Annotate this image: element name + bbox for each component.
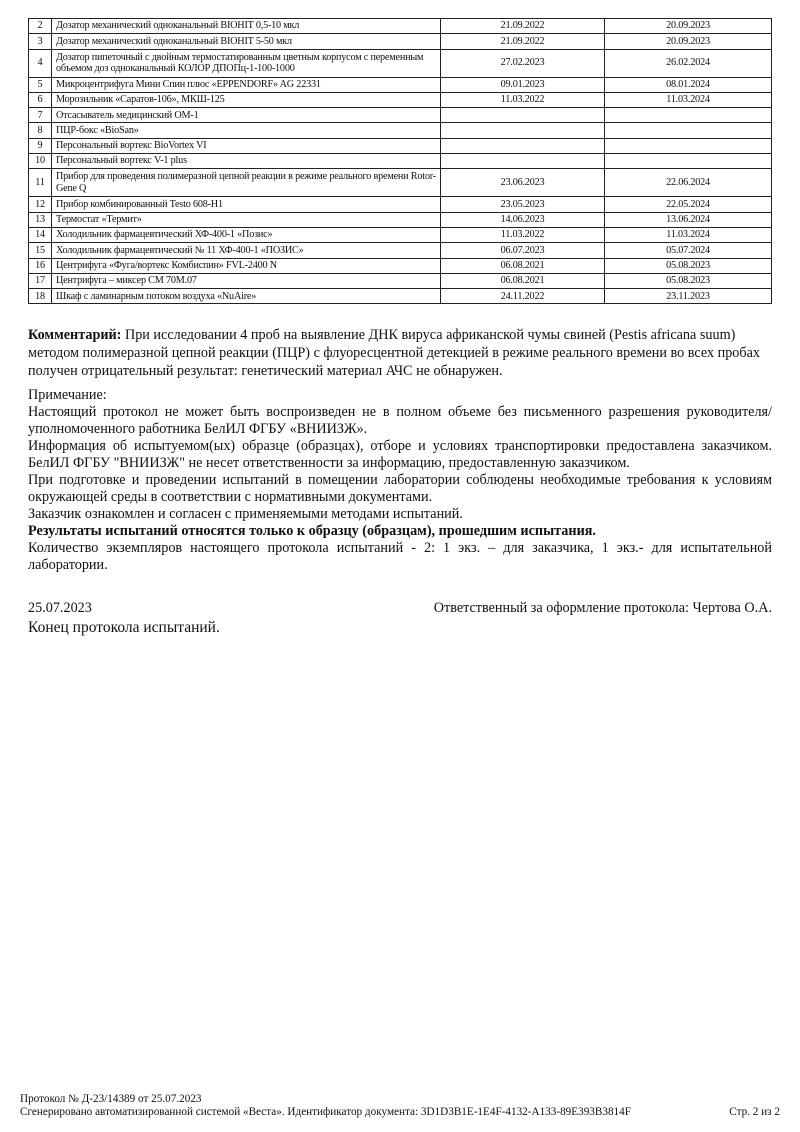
verification-date: 06.08.2021 [441, 258, 605, 273]
row-number: 9 [29, 138, 52, 153]
signature-date: 25.07.2023 [28, 600, 92, 616]
table-row [29, 289, 772, 304]
row-number: 13 [29, 212, 52, 227]
valid-until-date: 22.05.2024 [605, 197, 772, 212]
equipment-name: Дозатор механический одноканальный BIOHIT 5-50 мкл [52, 34, 441, 49]
verification-date: 24.11.2022 [441, 289, 605, 304]
valid-until-date [605, 108, 772, 123]
verification-date [441, 138, 605, 153]
row-number: 7 [29, 108, 52, 123]
verification-date: 27.02.2023 [441, 49, 605, 77]
equipment-name: Персональный вортекс V-1 plus [52, 154, 441, 169]
table-row [29, 49, 772, 77]
table-row [29, 154, 772, 169]
verification-date: 23.06.2023 [441, 169, 605, 197]
table-row [29, 92, 772, 107]
row-number: 16 [29, 258, 52, 273]
footer-page-number: Стр. 2 из 2 [729, 1106, 780, 1118]
valid-until-date [605, 138, 772, 153]
table-row [29, 227, 772, 242]
table-row [29, 108, 772, 123]
row-number: 14 [29, 227, 52, 242]
valid-until-date: 08.01.2024 [605, 77, 772, 92]
equipment-name: Шкаф с ламинарным потоком воздуха «NuAire» [52, 289, 441, 304]
end-of-protocol: Конец протокола испытаний. [28, 619, 220, 636]
row-number: 6 [29, 92, 52, 107]
row-number: 3 [29, 34, 52, 49]
verification-date: 11.03.2022 [441, 92, 605, 107]
row-number: 8 [29, 123, 52, 138]
note-line: Настоящий протокол не может быть воспроизведен не в полном объеме без письменного разрешения руководителя/уполномоченного работника БелИЛ ФГБУ «ВНИИЗЖ». [28, 404, 772, 437]
row-number: 10 [29, 154, 52, 169]
verification-date [441, 108, 605, 123]
verification-date: 21.09.2022 [441, 34, 605, 49]
table-row [29, 243, 772, 258]
equipment-name: Отсасыватель медицинский ОМ-1 [52, 108, 441, 123]
valid-until-date: 20.09.2023 [605, 19, 772, 34]
verification-date [441, 123, 605, 138]
comment-text: При исследовании 4 проб на выявление ДНК вируса африканской чумы свиней (Pestis africana suum) методом полимеразной цепной реакции (ПЦР) с флуоресцентной детекцией в режиме реального времени во всех пробах получен отрицательный результат: генетический материал АЧС не обнаружен. [28, 327, 760, 379]
row-number: 15 [29, 243, 52, 258]
table-row [29, 77, 772, 92]
note-line: Информация об испытуемом(ых) образце (образцах), отборе и условиях транспортировки предоставлена заказчиком. БелИЛ ФГБУ "ВНИИЗЖ" не несет ответственности за информацию, предоставленную заказчиком. [28, 438, 772, 471]
valid-until-date: 22.06.2024 [605, 169, 772, 197]
equipment-name: Прибор комбинированный Testo 608-H1 [52, 197, 441, 212]
equipment-name: Микроцентрифуга Мини Спин плюс «EPPENDORF» AG 22331 [52, 77, 441, 92]
equipment-name: Центрифуга «Фуга/вортекс Комбиспин» FVL-2400 N [52, 258, 441, 273]
row-number: 12 [29, 197, 52, 212]
table-row [29, 138, 772, 153]
comment-block [28, 326, 772, 380]
footer-protocol-number: Протокол № Д-23/14389 от 25.07.2023 [20, 1093, 202, 1105]
verification-date: 21.09.2022 [441, 19, 605, 34]
note-results-statement: Результаты испытаний относятся только к образцу (образцам), прошедшим испытания. [28, 523, 596, 539]
comment-label: Комментарий: [28, 327, 122, 343]
valid-until-date: 05.08.2023 [605, 258, 772, 273]
valid-until-date: 05.07.2024 [605, 243, 772, 258]
signature-responsible: Ответственный за оформление протокола: Чертова О.А. [433, 600, 772, 616]
equipment-name: Центрифуга – миксер СМ 70М.07 [52, 273, 441, 288]
note-line: Количество экземпляров настоящего протокола испытаний - 2: 1 экз. – для заказчика, 1 экз.- для испытательной лаборатории. [28, 540, 772, 573]
row-number: 4 [29, 49, 52, 77]
verification-date: 14.06.2023 [441, 212, 605, 227]
equipment-name: ПЦР-бокс «BioSan» [52, 123, 441, 138]
equipment-name: Дозатор механический одноканальный BIOHIT 0,5-10 мкл [52, 19, 441, 34]
valid-until-date: 26.02.2024 [605, 49, 772, 77]
row-number: 5 [29, 77, 52, 92]
verification-date: 09.01.2023 [441, 77, 605, 92]
valid-until-date: 13.06.2024 [605, 212, 772, 227]
note-block [28, 387, 772, 574]
table-row [29, 123, 772, 138]
row-number: 2 [29, 19, 52, 34]
table-row [29, 212, 772, 227]
table-row [29, 19, 772, 34]
valid-until-date: 05.08.2023 [605, 273, 772, 288]
verification-date: 11.03.2022 [441, 227, 605, 242]
equipment-name: Дозатор пипеточный с двойным термостатированным цветным корпусом с переменным объемом доз одноканальный КОЛОР ДПОПц-1-100-1000 [52, 49, 441, 77]
note-line: При подготовке и проведении испытаний в помещении лаборатории соблюдены необходимые требования к условиям окружающей среды в соответствии с нормативными документами. [28, 472, 772, 505]
note-heading: Примечание: [28, 387, 107, 403]
table-row [29, 258, 772, 273]
note-line: Заказчик ознакомлен и согласен с применяемыми методами испытаний. [28, 506, 463, 522]
table-row [29, 34, 772, 49]
verification-date: 23.05.2023 [441, 197, 605, 212]
valid-until-date [605, 123, 772, 138]
row-number: 17 [29, 273, 52, 288]
equipment-name: Персональный вортекс BioVortex VI [52, 138, 441, 153]
table-row [29, 197, 772, 212]
table-row [29, 273, 772, 288]
equipment-name: Холодильник фармацевтический ХФ-400-1 «Позис» [52, 227, 441, 242]
valid-until-date: 20.09.2023 [605, 34, 772, 49]
verification-date [441, 154, 605, 169]
equipment-name: Морозильник «Саратов-106», МКШ-125 [52, 92, 441, 107]
valid-until-date [605, 154, 772, 169]
valid-until-date: 11.03.2024 [605, 227, 772, 242]
row-number: 18 [29, 289, 52, 304]
row-number: 11 [29, 169, 52, 197]
verification-date: 06.07.2023 [441, 243, 605, 258]
equipment-table [28, 18, 772, 304]
valid-until-date: 23.11.2023 [605, 289, 772, 304]
equipment-name: Термостат «Термит» [52, 212, 441, 227]
footer-generated-info: Сгенерировано автоматизированной системой «Веста». Идентификатор документа: 3D1D3B1E-1E4F-4132-A133-89E393B3814F [20, 1106, 631, 1118]
equipment-name: Прибор для проведения полимеразной цепной реакции в режиме реального времени Rotor-Gene Q [52, 169, 441, 197]
valid-until-date: 11.03.2024 [605, 92, 772, 107]
table-row [29, 169, 772, 197]
verification-date: 06.08.2021 [441, 273, 605, 288]
equipment-name: Холодильник фармацевтический № 11 ХФ-400-1 «ПОЗИС» [52, 243, 441, 258]
